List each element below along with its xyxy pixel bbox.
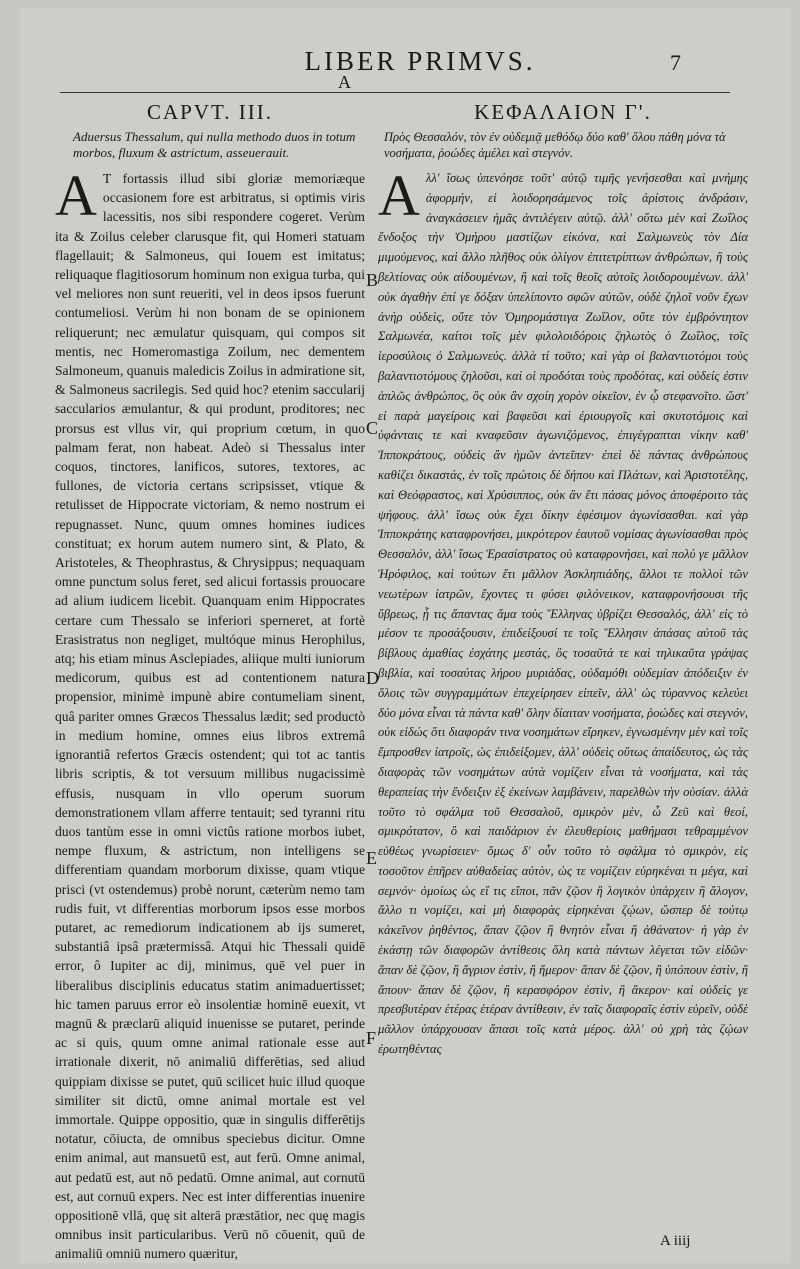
margin-letter-e: E <box>366 848 377 868</box>
header-rule <box>60 92 730 93</box>
greek-chapter-argument: Πρὸς Θεσσαλόν, τὸν ἐν οὐδεμιᾷ μεθόδῳ δύο καθ' ὅλου πάθη μόνα τὰ νοσήματα, ῥοώδες ἀμέλει καὶ στεγνόν. <box>384 130 726 160</box>
latin-chapter-heading: CAPVT. III. <box>146 100 273 124</box>
page-number: 7 <box>670 50 681 75</box>
margin-letter-c: C <box>366 418 379 438</box>
section-letter-a: A <box>338 72 351 92</box>
greek-drop-cap: Α <box>378 163 420 228</box>
greek-paragraph: λλ' ἴσως ὑπενόησε τοῦτ' αὐτῷ τιμῆς γενήσεσθαι καὶ μνήμης ἀφορμήν, εἰ λοιδορησάμενος τοῖς ἀρίστοις ἀνδράσιν, ἀναγκάσειεν ἡμᾶς ἀντιλέγειν αὐτῷ. ἀλλ' οὕτω μὲν καὶ Ζωΐλος ἔνδοξος τὴν Ὁμήρου μαστίζων εἰκόνα, καὶ Σαλμωνεὺς τὸν Δία μιμούμενος, καὶ ἄλλο πλῆθος οὐκ ὀλίγον ἐπιτετρίπτων ἀνθρώπων, ἢ τοὺς βελτίονας οὐκ αἰδουμένων, ἢ καὶ τοῖς θεοῖς αὐτοῖς λοιδορουμένων. ἀλλ' οὐκ ἀγαθὴν ἐπί γε δόξαν ὑπελίποντο σφῶν αὐτῶν, οὐδὲ ζηλοῖ νοῦν ἔχων ἀνὴρ οὐδεὶς, οὔτε τὸν Ὁμηρομάστιγα Ζωΐλον, οὔτε τὸν ἐμβρόντητον Σαλμωνέα, καίτοι τοῖς μὲν φιλολοιδόροις ζηλωτὸς ὁ Ζωΐλος, τοῖς ἱεροσύλοις ὁ Σαλμωνεύς. ἀλλὰ τί τοῦτο; καὶ γὰρ οἱ βαλαντιοτόμοι τοὺς βαλαντιοτόμους ζηλοῦσι, καὶ οἱ προδόται τοὺς προδότας, καὶ οὐδείς ἐστιν ἁπλῶς ἀνθρώπος, ὃς οὐκ ἂν σχοίη χορὸν οἰκεῖον, ἐν ᾧ στεφανοῖτο. ὥστ' εἰ παρὰ μαγείροις καὶ βαφεῦσι καὶ ἐριουργοῖς καὶ σκυτοτόμοις καὶ ὑφάνταις τε καὶ κναφεῦσιν ἀγωνιζόμενος, ἐπιγέγραπται νίκην καθ' Ἱπποκράτους, οὐδεὶς ἂν ἡμῶν ἀντεῖπεν· ἐπεὶ δὲ πάντας ἀνθρώπους καθίζει δικαστάς, ἐν τοῖς πρώτοις δὲ δήπου καὶ Πλάτων, καὶ Ἀριστοτέλης, καὶ Θεόφραστος, καὶ Χρύσιππος, οὐκ ἂν ἔτι πάσας μόνος ἀποφέροιτο τὰς ψήφους. ἀλλ' ἴσως οὐκ ἔχει δίκην ἐφέσιμον ἀγωνίσασθαι. καὶ γὰρ Ἱπποκράτης καταφρονήσει, μικρότερον ἑαυτοῦ νομίσας ἀγωνίσασθαι πρὸς Θεσσαλόν, ἀλλ' ἴσως Ἐρασίστρατος οὐ καταφρονήσει, καὶ πολύ γε μᾶλλον Ἡρόφιλος, καὶ τούτων ἔτι μᾶλλον Ἀσκληπιάδης, ἄλλοι τε πολλοὶ τῶν νεωτέρων ἰατρῶν, ἔχοντες τι φύσει φιλόνεικον, καταφρονήσουσι τῆς ὕβρεως, ᾗ τις ἅπαντας ἅμα τοὺς Ἕλληνας ὑβρίζει Θεσσαλός, ἀλλ' εἰς τὸ μέσον τε προσάξουσιν, ἐπιδείξουσί τε τοῖς Ἕλλησιν ἁπάσας αὐτοῦ τὰς βίβλους ἀμαθίας ἐσχάτης μεστάς, ὃς τοσαῦτά τε καὶ τηλικαῦτα γράψας βιβλία, καὶ τοσαύτας λήρου μυριάδας, οὐδαμόθι οὐδεμίαν ἀπόδειξιν ἐν ὅλοις τῶν συγγραμμάτων ἐπεχείρησεν εἰπεῖν, ἀλλ' ὡς τύραννος κελεύει δύο μόνα εἶναι τὰ πάντα καθ' ὅλην δίαιταν νοσήματα, ῥοώδες καὶ στεγνόν, οὐκ εἰδώς ὅτι διαφοράν τινα νοσημάτων εἴρηκεν, ἐγνωσμένην μὲν καὶ τοῖς ἔμπροσθεν ἰατροῖς, ὡς ἐπιδείξομεν, ἀλλ' οὐδεὶς οὕτως ἀπαίδευτος, ὡς τὰς διαφορὰς τῶν νοσημάτων αὐτὰ νομίζειν εἶναι τὰ νοσήματα, καὶ τὰς θεραπείας τὴν ἔνδειξιν ἐξ ἐκείνων λαμβάνειν, παρελθὼν τὴν οὐσίαν. ἀλλὰ τοῦτο τὸ σφάλμα τοῦ Θεσσαλοῦ, σμικρὸν μὲν, ὦ Ζεῦ καὶ θεοί, σμικρότατον, ὃ καὶ παιδάριον ἐν ἐλευθερίοις μαθήμασι τεθραμμένον εὐθέως γνωρίσειεν· ὅμως δ' οὖν τοῦτο τὸ σφάλμα τὸ σμικρὸν, εἰς τοσοῦτον ἐπῆρεν αὐθαδείας αὐτὸν, ὡς τε νομίζειν εὑρηκέναι τι μέγα, καὶ σεμνόν· ὁμοίως ὡς εἴ τις εἴποι, πᾶν ζῷον ἢ λογικὸν ὑπάρχειν ἢ ἄλογον, ἄλλο τι νομίζει, καὶ μὴ διαφορὰς εἰρηκέναι ζῴων, ὥσπερ δὲ τούτῳ κἀκεῖνον ῥηθέντος, ἅπαν ζῷον ἢ θνητὸν εἶναι ἢ ἀθάνατον· ἡ γὰρ ἐν ἑκάστῃ τῶν διαφορῶν ἀντίθεσις ὅλη κατὰ πάντων λέγεται τῶν εἰδῶν· ἅπαν δὲ ζῷον, ἢ ἄγριον ἐστὶν, ἢ ἥμερον· ἅπαν δὲ ζῷον, ἢ ὑπόπουν ἐστὶν, ἢ ἄπουν· ἅπαν δὲ ζῷον, ἢ κερασφόρον ἐστὶν, ἢ ἄκερον· καὶ οὐδεὶς γε πρεσβυτέραν ἑτέρας ἑτέραν ἀντίθεσιν, ἐν ταῖς διαφοραῖς ἐστὶν εὑρεῖν, οὐδὲ μᾶλλον ὑπάρχουσαν ἅπασι τοῖς κατὰ μέρος. ἀλλ' οὐ χρὴ τὰς ζῴων ἐρωτηθέντας <box>378 171 748 1057</box>
latin-body-text <box>55 163 365 1264</box>
latin-column <box>55 100 365 1264</box>
greek-body-text <box>378 163 748 1060</box>
latin-drop-cap: A <box>55 163 97 228</box>
greek-column <box>378 100 748 1060</box>
margin-letter-b: B <box>366 270 379 290</box>
margin-letter-d: D <box>366 668 379 688</box>
book-page <box>20 8 790 1263</box>
signature-mark: A iiij <box>660 1233 691 1249</box>
greek-chapter-heading: ΚΕΦΑΛΑΙΟΝ Γ'. <box>474 100 652 124</box>
margin-letter-f: F <box>366 1028 377 1048</box>
latin-chapter-argument: Aduersus Thessalum, qui nulla methodo duos in totum morbos, fluxum & astrictum, asseuerauit. <box>73 129 356 160</box>
latin-paragraph: T fortassis illud sibi gloriæ memoriæque occasionem fore est arbitratus, si optimis viris lacessitis, nos sibi respondere cogeret. Verùm ita & Zoilus celeber clarusque fit, qui Homeri statuam flagellauit; & Salmoneus, qui Iouem est imitatus; reliquaque flagitiosorum hominum non exigua turba, qui vel meliores non sunt reueriti, vel in deos ipsos fuerunt contumeliosi. Verùm hi non bonam de se opinionem reliquerunt; nec æmulatur quisquam, qui compos sit mentis, nec Homeromastiga Zoilum, nec dementem Salmoneum, quanuis maledicis Zoilus in admiratione sit, & Salmoneus sacrilegis. Sed quid hoc? etenim saccularij saccularios æmulantur, & qui produnt, proditores; nec prorsus est vllus vir, qui proprium cœtum, in quo palmam ferat, non habeat. Adeò si Thessalus inter coquos, tinctores, lanificos, sutores, textores, ac fullones, de victoria certans scripsisset, vtique & retulisset de Hippocrate victoriam, & nemo nostrum ei repugnasset. Nunc, quum omnes homines iudices constituat; ex horum autem numero sint, & Plato, & Aristoteles, & Theophrastus, & Chrysippus; nequaquam omne punctum solus feret, sed alicui fortassis prouocare ad alium iudicem licebit. Quanquam enim Hippocrates certare cum Thessalo se inferiori sperneret, at fortè Erasistratus non negliget, multóque minus Herophilus, atq; his etiam minus Asclepiades, aliique multi iuniorum medicorum, quibus est ad contentionem natura propensior, minimè impunè abire contumeliam sinent, quâ pariter omnes Græcos Thessalus lædit; sed productò in medium homine, omnes eius libros extremâ ignorantiâ refertos Græcis ostendent; qui tot ac tantis libris scriptis, & tot versuum millibus nugacissimè effusis, nusquam in vllo operum suorum demonstrationem vllam afferre tentauit; sed tyranni ritu duos tantùm esse in omni victûs ratione morbos iubet, nempe fluxum, & astrictum, non intelligens se differentiam quandam morborum dixisse, quam vtique prisci (vt ostendemus) probè norunt, cæterùm nemo tam rudis fuit, vt differentias morborum ipsos esse morbos putaret, ac remediorum indicationem ab ijs sumeret, substantiâ ipsâ prætermissâ. Atqui hic Thessali quidē error, ô Iupiter ac dij, minimus, quē vel puer in liberalibus disciplinis educatus statim animaduertisset; hic tamen paruus error eò insolentiæ hominē euexit, vt magnū & præclarū aliquid inuenisse se putaret, perinde ac si quis, quum omne animal rationale esse aut irrationale dixerit, nō animaliū differētias, sed aliud quippiam dixisse se putet, quū scilicet huic illud quoque similiter sit dictū, omne animal mortale est vel immortale. Quippe oppositio, quæ in singulis differētijs notatur, cōiucta, de omnibus speciebus dicitur. Omne enim animal, aut mansuetū est, aut ferū. Omne animal, aut pedatū est, aut nō pedatū. Omne animal, aut cornutū est, aut cornuū expers. Nec est inter differentias inuenire oppositionē vllā, quę sit alterā præstātior, nec quę magis omnibus insit particularibus. Verū nō cōuenit, quū de animaliū omniū numero quæritur, <box>55 171 365 1262</box>
running-title: LIBER PRIMVS. <box>304 46 536 76</box>
